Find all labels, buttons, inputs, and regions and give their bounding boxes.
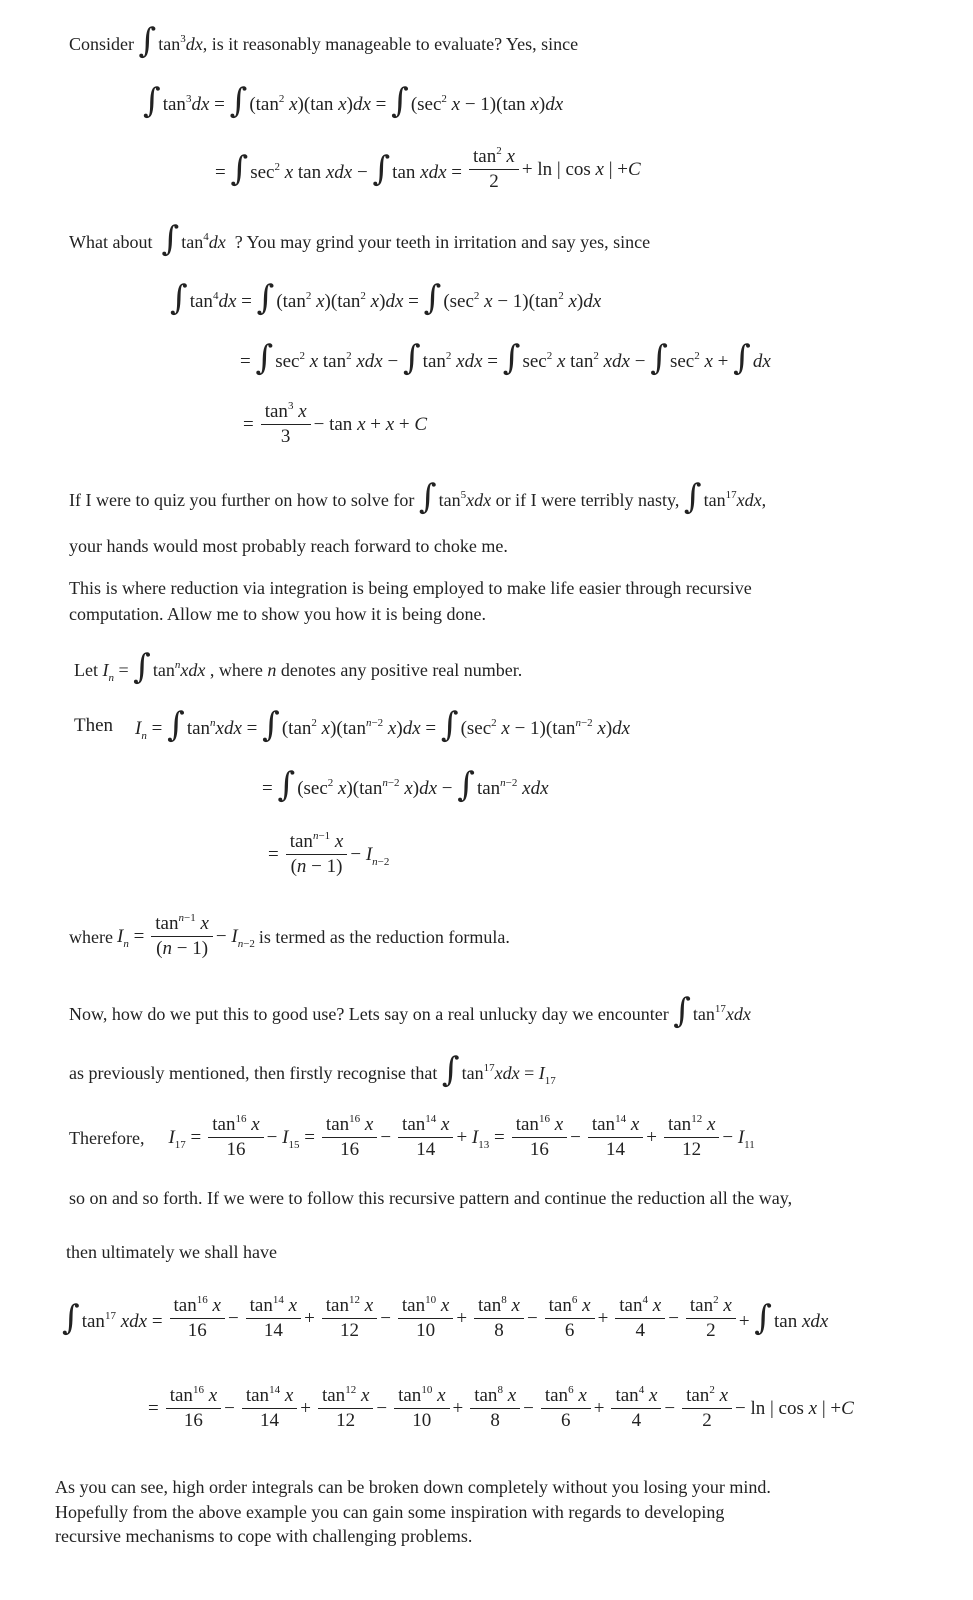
reduction-formula-line: where $I_n$ = $\frac{\tan^{n-1} x}{(n - 1)}$ − $I_{n-2}$ is termed as the reduction formula. (69, 912, 510, 959)
termed-text: is termed as the reduction formula. (258, 926, 510, 947)
usage-text-1: Now, how do we put this to good use? Lets say on a real unlucky day we encounter (69, 1004, 669, 1024)
equation-then-2: = ∫ ($\sec^2$ $x)(\tan^{n-2}$ x)dx − ∫ $\tan^{n-2}$ xdx (262, 765, 549, 805)
let-denotes: denotes any positive real number. (280, 660, 523, 680)
equation-then-1: Then $I_n$ = ∫ $\tan^nxdx$ = ∫ ($\tan^2$ $x)(\tan^{n-2}$ x)dx = ∫ ($\sec^2$ $x - 1)(\tan^{n-2}$ x)dx (74, 705, 631, 745)
quiz-line-2: your hands would most probably reach forward to choke me. (69, 536, 508, 556)
continue-line-2: then ultimately we shall have (66, 1242, 277, 1262)
intro-line (69, 21, 579, 61)
usage-line-2 (69, 1050, 556, 1090)
what-about-label: What about (69, 232, 153, 252)
reduction-intro-2: computation. Allow me to show you how it is being done. (69, 604, 486, 624)
math-inline: ∫ $\tan^5xdx$ (418, 477, 492, 517)
consider-label: Consider (69, 34, 134, 54)
math-inline: n (267, 660, 277, 680)
let-label: Let (74, 660, 98, 680)
conclusion-line-3: recursive mechanisms to cope with challenging problems. (55, 1526, 473, 1546)
quiz-part2: or if I were terribly nasty, (495, 490, 680, 510)
math-inline: ∫ $\tan^{17}xdx$ (673, 991, 751, 1031)
equation-tan4-2: = ∫ $\sec^2 x$ $\tan^2$ xdx − ∫ $\tan^2$ xdx = ∫ $\sec^2 x$ $\tan^2$ xdx − ∫ $\sec^2 x$ + ∫ dx (240, 338, 771, 378)
where-label: where (69, 926, 113, 947)
conclusion-line-1: As you can see, high order integrals can be broken down completely without you losing your mind. (55, 1477, 771, 1497)
reduction-intro-1: This is where reduction via integration is being employed to make life easier through recursive (69, 578, 752, 598)
quiz-line (69, 477, 767, 517)
intro-question: is it reasonably manageable to evaluate? Yes, since (211, 34, 579, 54)
equation-therefore: Therefore, $I_{17}$ = $\frac{\tan^{16} x}{16}$ − $I_{15}$ = $\frac{\tan^{16} x}{16}$ − $\frac{\tan^{14} x}{14}$ + $I_{13}$ = $\frac{\tan^{16} x}{16}$ − $\frac{\tan^{14} x}{14}$ + $\frac{\tan^{12} x}{12}$ − $I_{11}$ (69, 1113, 755, 1160)
usage-line-1 (69, 991, 751, 1031)
math-inline: ∫ $\tan^3dx$, (138, 21, 208, 61)
equation-then-3: = $\frac{\tan^{n-1} x}{(n - 1)}$ − $I_{n-2}$ (268, 830, 390, 877)
math-inline: ∫ $\tan^4dx$ (161, 219, 226, 259)
equation-tan3-2: = ∫ $\sec^2 x$ tan xdx − ∫ tan xdx = $\frac{\tan^2 x}{2}$ + ln | cos x | +C (215, 145, 641, 192)
equation-final-2: = $\frac{\tan^{16} x}{16}$ − $\frac{\tan^{14} x}{14}$ + $\frac{\tan^{12} x}{12}$ − $\frac{\tan^{10} x}{10}$ + $\frac{\tan^8 x}{8}$ − $\frac{\tan^6 x}{6}$ + $\frac{\tan^4 x}{4}$ − $\frac{\tan^2 x}{2}$ − ln | cos x | +C (148, 1384, 854, 1431)
equation-tan3-1: ∫ $\tan^3dx$ = ∫ ($\tan^2$ x)(tan x)dx = ∫ ($\sec^2$ x − 1)(tan x)dx (143, 81, 564, 121)
tan4-line (69, 219, 651, 259)
math-inline: ∫ $\tan^{17}xdx = I_{17}$ (441, 1050, 556, 1090)
let-where: , where (209, 660, 263, 680)
equation-tan4-1: ∫ $\tan^4dx$ = ∫ ($\tan^2$ $x)(\tan^2$ x)dx = ∫ ($\sec^2$ $x - 1)(\tan^2$ x)dx (170, 278, 602, 318)
tan4-reply: ? You may grind your teeth in irritation and say yes, since (234, 232, 651, 252)
continue-line-1: so on and so forth. If we were to follow this recursive pattern and continue the reduction all the way, (69, 1188, 793, 1208)
conclusion-line-2: Hopefully from the above example you can gain some inspiration with regards to developing (55, 1502, 725, 1522)
therefore-label: Therefore, (69, 1127, 145, 1148)
then-label: Then (74, 715, 114, 736)
let-line (74, 647, 523, 687)
equation-final-1: ∫ $\tan^{17}$ xdx = $\frac{\tan^{16} x}{16}$ − $\frac{\tan^{14} x}{14}$ + $\frac{\tan^{12} x}{12}$ − $\frac{\tan^{10} x}{10}$ + $\frac{\tan^8 x}{8}$ − $\frac{\tan^6 x}{6}$ + $\frac{\tan^4 x}{4}$ − $\frac{\tan^2 x}{2}$ + ∫ tan xdx (62, 1294, 829, 1341)
equation-tan4-3: = $\frac{\tan^3 x}{3}$ − tan x + x + C (243, 400, 428, 447)
math-inline: $I_n$ = ∫ $\tan^nxdx$ (102, 647, 206, 687)
math-inline: ∫ $\tan^{17}xdx$, (683, 477, 767, 517)
quiz-part1: If I were to quiz you further on how to solve for (69, 490, 415, 510)
usage-text-2: as previously mentioned, then firstly recognise that (69, 1063, 438, 1083)
